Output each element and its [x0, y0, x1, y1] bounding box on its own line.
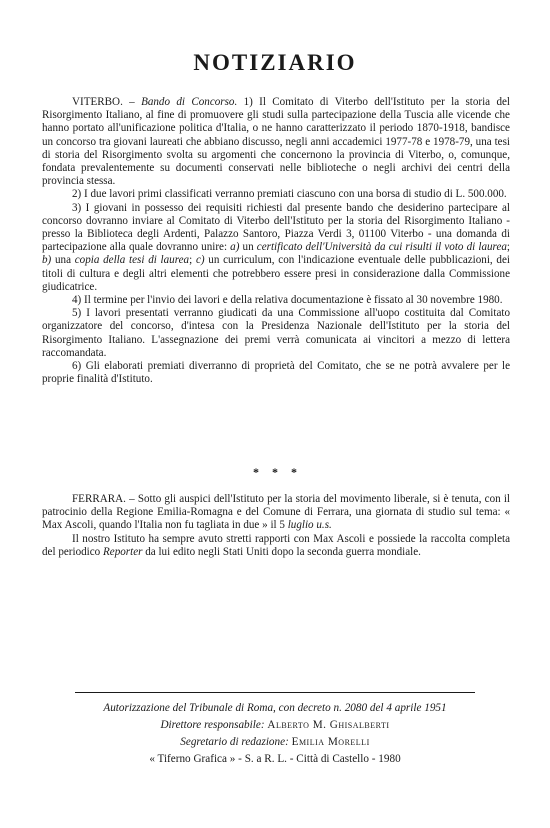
viterbo-paragraph-2: 2) I due lavori primi classificati verranno premiati ciascuno con una borsa di studio di L. 500.000.	[72, 188, 507, 201]
court-authorization: Autorizzazione del Tribunale di Roma, con decreto n. 2080 del 4 aprile 1951	[103, 702, 447, 714]
viterbo-paragraph-1: VITERBO. – Bando di Concorso. 1) Il Comitato di Viterbo dell'Istituto per la storia del Risorgimento Italiano, al fine di promuovere gli studi sulla partecipazione della Tuscia alle vicende che hanno portato all'unificazione politica d'Italia, o ne hanno caratterizzato il periodo 1870-1918, bandisce un concorso tra giovani laureati che abbiano discusso, negli anni accademici 1977-78 e 1978-79, una tesi di storia del Risorgimento svolta su argomenti che concernono la provincia di Viterbo, o, comunque, fondata prevalentemente su documenti conservati nelle biblioteche o negli archivi dei centri della provincia stessa.	[42, 96, 510, 188]
viterbo-section	[42, 96, 510, 386]
viterbo-place: VITERBO.	[72, 96, 123, 108]
section-separator: * * *	[253, 465, 297, 479]
ferrara-paragraph-2: Il nostro Istituto ha sempre avuto stretti rapporti con Max Ascoli e possiede la raccolta completa del periodico Reporter da lui edito negli Stati Uniti dopo la seconda guerra mondiale.	[42, 532, 510, 558]
ferrara-paragraph-1: FERRARA. – Sotto gli auspici dell'Istituto per la storia del movimento liberale, si è tenuta, con il patrocinio della Regione Emilia-Romagna e del Comune di Ferrara, una giornata di studio sul tema: « Max Ascoli, quando l'Italia non fu tagliata in due » il 5 luglio u.s.	[42, 493, 510, 532]
imprint-block	[0, 700, 550, 768]
viterbo-paragraph-3: 3) I giovani in possesso dei requisiti richiesti dal presente bando che desiderino partecipare al concorso dovranno inviare al Comitato di Viterbo dell'Istituto per la storia del Risorgimento Italiano - presso la Biblioteca degli Ardenti, Palazzo Santoro, Piazza Verdi 3, 01100 Viterbo - una domanda di partecipazione alla quale dovranno unire: a) un certificato dell'Università da cui risulti il voto di laurea; b) una copia della tesi di laurea; c) un curriculum, con l'indicazione eventuale delle pubblicazioni, dei titoli di cultura e degli altri elementi che potrebbero essere presi in considerazione dalla Commissione giudicatrice.	[42, 201, 511, 293]
viterbo-heading: Bando di Concorso.	[141, 96, 238, 108]
viterbo-paragraph-6: 6) Gli elaborati premiati diverranno di proprietà del Comitato, che se ne potrà avvalere per le proprie finalità d'Istituto.	[42, 360, 510, 386]
page-title: NOTIZIARIO	[193, 50, 357, 75]
ferrara-place: FERRARA.	[72, 493, 126, 505]
secretary-line: Segretario di redazione: Emilia Morelli	[180, 736, 370, 748]
printer-line: « Tiferno Grafica » - S. a R. L. - Città di Castello - 1980	[149, 753, 401, 765]
viterbo-paragraph-4: 4) Il termine per l'invio dei lavori e della relativa documentazione è fissato al 30 novembre 1980.	[72, 294, 503, 307]
viterbo-paragraph-5: 5) I lavori presentati verranno giudicati da una Commissione all'uopo costituita dal Comitato organizzatore del concorso, d'intesa con la Presidenza Nazionale dell'Istituto per la storia del Risorgimento Italiano. L'assegnazione dei premi verrà comunicata ai vincitori a mezzo di lettera raccomandata.	[42, 307, 510, 359]
director-line: Direttore responsabile: Alberto M. Ghisalberti	[160, 719, 390, 731]
imprint-divider	[75, 692, 475, 693]
ferrara-section	[42, 493, 510, 559]
